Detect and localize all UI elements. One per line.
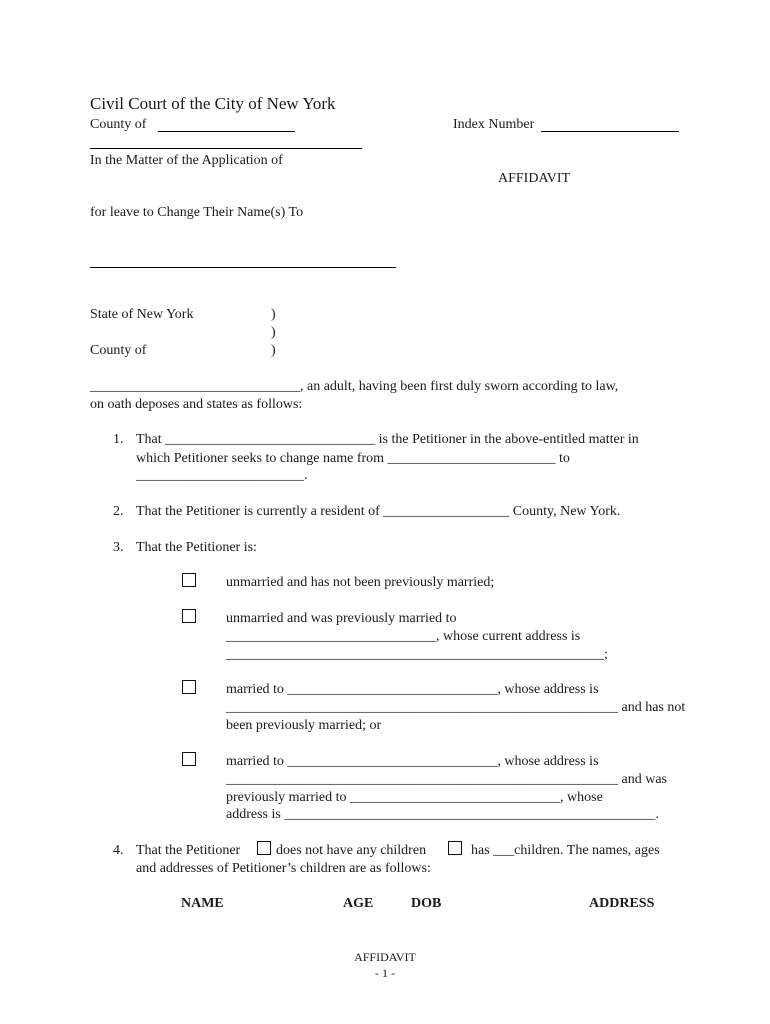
new-name-field[interactable]: ________________________. [136, 468, 308, 483]
item-4-text: That the Petitioner [136, 843, 241, 858]
option-2-text: ______________________________________________________; [226, 647, 608, 662]
venue-paren: ) [271, 307, 276, 322]
checkbox-has-children[interactable] [448, 841, 462, 855]
option-4-text: address is _____________________________________________________. [226, 807, 659, 822]
document-type: AFFIDAVIT [498, 171, 571, 186]
option-2-text: ______________________________, whose current address is [226, 629, 581, 644]
old-name-blank[interactable]: ________________________ [387, 451, 556, 466]
new-name-blank[interactable] [90, 267, 396, 268]
venue-state: State of New York [90, 307, 194, 322]
intro-text-2: on oath deposes and states as follows: [90, 397, 303, 412]
leave-text: for leave to Change Their Name(s) To [90, 205, 304, 220]
item-4-text-2: and addresses of Petitioner’s children are as follows: [136, 861, 431, 876]
checkbox-unmarried-never[interactable] [182, 573, 196, 587]
index-number-label: Index Number [453, 117, 535, 132]
item-1-number: 1. [113, 432, 124, 447]
venue-paren: ) [271, 325, 276, 340]
option-4-text: previously married to ______________________________, whose [226, 790, 603, 805]
item-3-text: That the Petitioner is: [136, 540, 257, 555]
item-2-number: 2. [113, 504, 124, 519]
item-1-line-2 [136, 450, 570, 468]
option-3-text: ________________________________________________________ and has not [226, 700, 686, 715]
item-4-text: has ___children. The names, ages [471, 843, 660, 858]
county-label: County of [90, 117, 147, 132]
header-address: ADDRESS [589, 896, 655, 911]
index-number-blank[interactable] [541, 131, 679, 132]
header-dob: DOB [411, 896, 442, 911]
option-3-text: been previously married; or [226, 718, 382, 733]
item-1-text: is the Petitioner in the above-entitled matter in [378, 432, 639, 447]
intro-text: , an adult, having been first duly sworn according to law, [300, 379, 619, 394]
venue-paren: ) [271, 343, 276, 358]
petitioner-name-blank[interactable]: ______________________________ [165, 432, 376, 447]
checkbox-no-children[interactable] [257, 841, 271, 855]
option-3-text: married to ______________________________, whose address is [226, 682, 599, 697]
item-1-that: That [136, 432, 162, 447]
option-4-text: ________________________________________________________ and was [226, 772, 667, 787]
venue-county: County of [90, 343, 147, 358]
checkbox-married-previously[interactable] [182, 752, 196, 766]
item-3-number: 3. [113, 540, 124, 555]
item-4-number: 4. [113, 843, 124, 858]
page-number: - 1 - [375, 966, 395, 980]
footer-doc: AFFIDAVIT [354, 950, 416, 964]
header-name: NAME [181, 896, 224, 911]
item-4-text: does not have any children [276, 843, 427, 858]
option-1-text: unmarried and has not been previously married; [226, 575, 495, 590]
checkbox-married-never-previously[interactable] [182, 680, 196, 694]
item-2-line [136, 503, 620, 521]
item-1-to: to [559, 451, 570, 466]
checkbox-unmarried-previously[interactable] [182, 609, 196, 623]
resident-county-blank[interactable]: __________________ [383, 504, 510, 519]
item-1-text-2: which Petitioner seeks to change name from [136, 451, 385, 466]
county-blank[interactable] [158, 131, 295, 132]
matter-label: In the Matter of the Application of [90, 153, 283, 168]
header-age: AGE [343, 896, 374, 911]
affiant-name-line [90, 378, 618, 396]
court-title: Civil Court of the City of New York [90, 94, 336, 113]
caption-divider [90, 148, 362, 149]
option-4-text: married to ______________________________, whose address is [226, 754, 599, 769]
affiant-name-blank[interactable]: ______________________________ [90, 379, 300, 394]
item-2-text: That the Petitioner is currently a resident of [136, 504, 380, 519]
item-1-line [136, 431, 639, 449]
item-2-text-2: County, New York. [512, 504, 621, 519]
option-2-text: unmarried and was previously married to [226, 611, 457, 626]
